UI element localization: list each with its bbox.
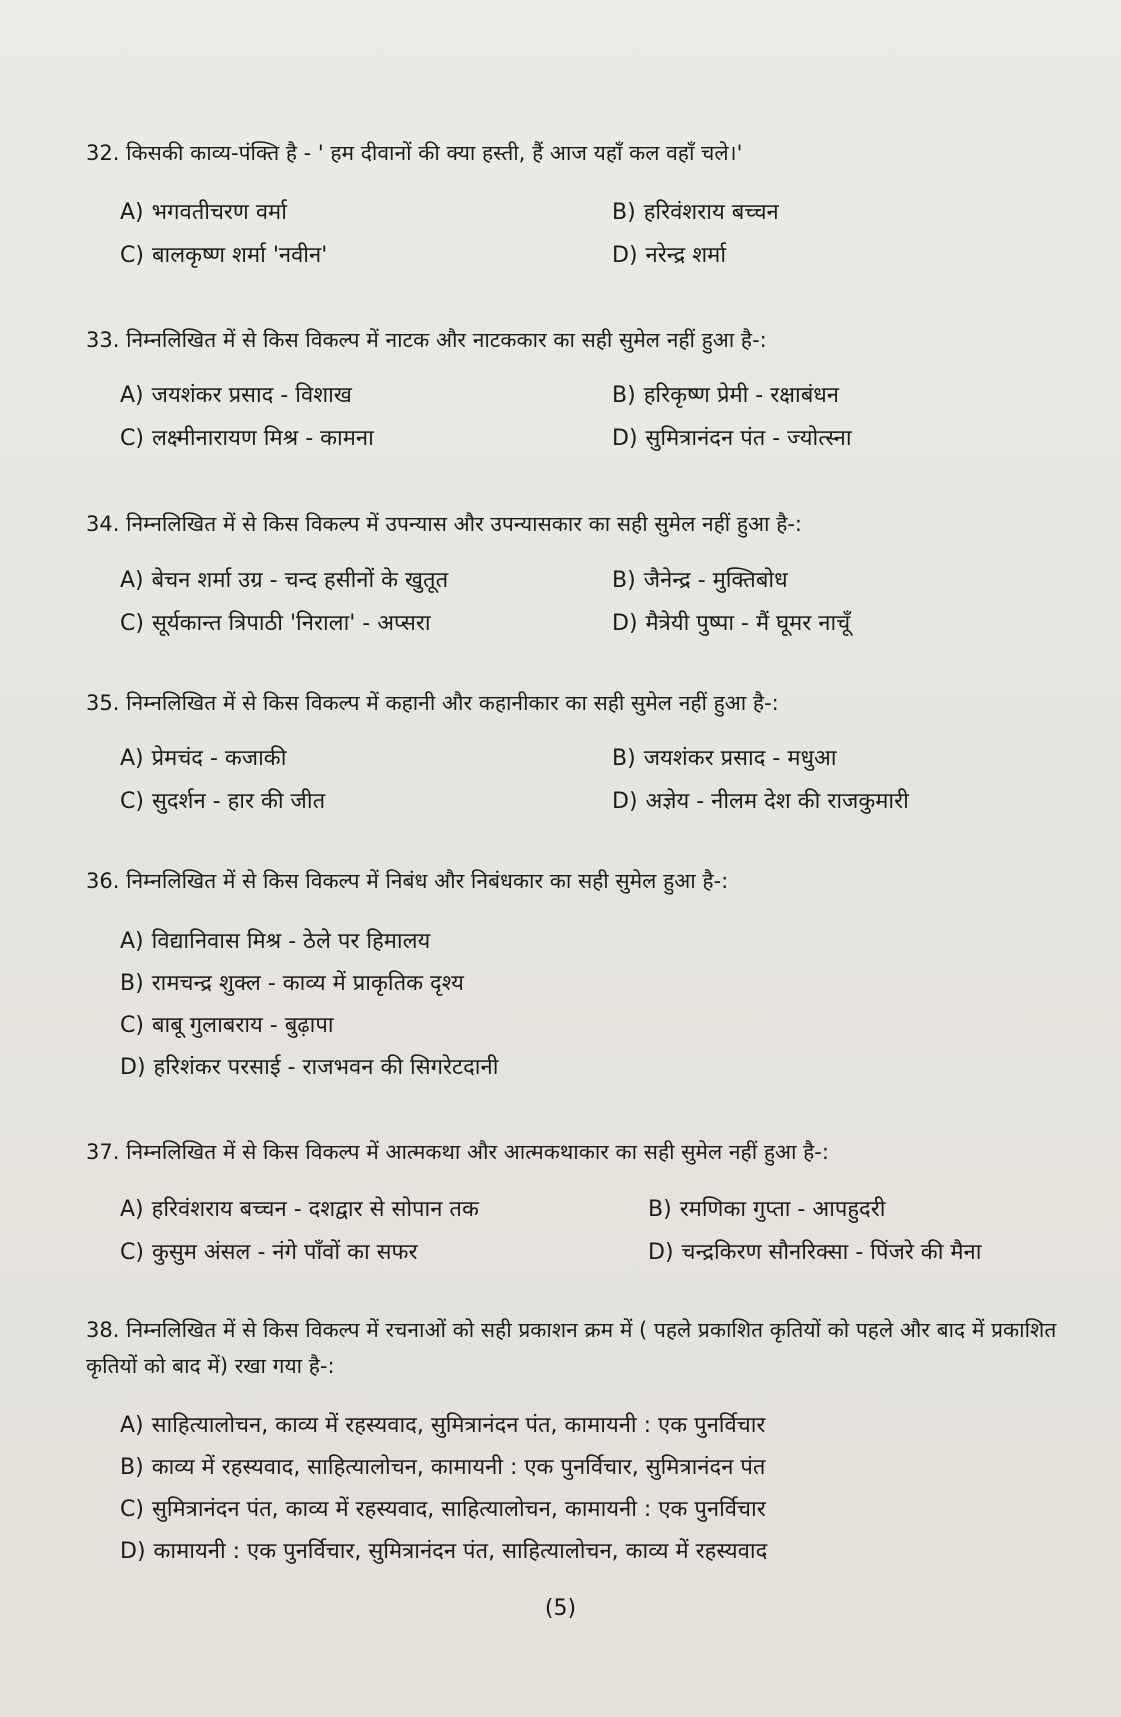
option-a: [120, 380, 352, 412]
option-d: [648, 1237, 981, 1269]
option-a: [120, 743, 286, 775]
option-c: [120, 1494, 766, 1526]
option-text: चन्द्रकिरण सौनरिक्सा - पिंजरे की मैना: [681, 1240, 982, 1265]
option-letter: D): [612, 611, 638, 636]
option-b: [120, 1452, 765, 1484]
option-d: [612, 240, 726, 272]
option-text: जयशंकर प्रसाद - विशाख: [151, 383, 352, 408]
option-text: बाबू गुलाबराय - बुढ़ापा: [151, 1013, 334, 1038]
option-text: रमणिका गुप्ता - आपहुदरी: [679, 1197, 886, 1222]
page-number: (5): [544, 1596, 577, 1621]
option-b: [612, 380, 839, 412]
option-c: [120, 786, 325, 818]
option-text: कामायनी : एक पुनर्विचार, सुमित्रानंदन पंत, साहित्यालोचन, काव्य में रहस्यवाद: [153, 1539, 768, 1564]
option-text: हरिशंकर परसाई - राजभवन की सिगरेटदानी: [153, 1055, 499, 1080]
option-letter: D): [612, 426, 638, 451]
option-text: रामचन्द्र शुक्ल - काव्य में प्राकृतिक दृश्य: [151, 971, 464, 996]
option-a: [120, 926, 430, 958]
option-text: बालकृष्ण शर्मा 'नवीन': [151, 243, 328, 268]
option-text: प्रेमचंद - कजाकी: [151, 746, 287, 771]
option-letter: D): [120, 1055, 146, 1080]
option-letter: A): [120, 746, 144, 771]
option-text: कुसुम अंसल - नंगे पाँवों का सफर: [151, 1240, 418, 1265]
option-letter: A): [120, 1413, 144, 1438]
option-letter: C): [120, 611, 144, 636]
option-c: [120, 240, 327, 272]
option-c: [120, 1010, 334, 1042]
question-text: 32. किसकी काव्य-पंक्ति है - ' हम दीवानों की क्या हस्ती, हैं आज यहाँ कल वहाँ चले।': [86, 141, 743, 165]
option-text: काव्य में रहस्यवाद, साहित्यालोचन, कामायनी : एक पुनर्विचार, सुमित्रानंदन पंत: [151, 1455, 766, 1480]
option-text: हरिवंशराय बच्चन: [643, 200, 779, 225]
option-text: जैनेन्द्र - मुक्तिबोध: [643, 568, 788, 593]
option-letter: A): [120, 383, 144, 408]
option-letter: A): [120, 1197, 144, 1222]
option-d: [120, 1052, 498, 1084]
option-a: [120, 565, 448, 597]
option-letter: C): [120, 426, 144, 451]
option-letter: B): [120, 1455, 144, 1480]
option-letter: A): [120, 929, 144, 954]
option-letter: D): [612, 243, 638, 268]
option-letter: B): [612, 383, 636, 408]
option-b: [612, 197, 779, 229]
option-a: [120, 1194, 479, 1226]
option-text: सूर्यकान्त त्रिपाठी 'निराला' - अप्सरा: [151, 611, 431, 636]
option-text: बेचन शर्मा उग्र - चन्द हसीनों के खुतूत: [151, 568, 449, 593]
option-text: लक्ष्मीनारायण मिश्र - कामना: [151, 426, 374, 451]
option-d: [612, 786, 909, 818]
option-letter: A): [120, 200, 144, 225]
option-d: [120, 1536, 767, 1568]
question-text: 34. निम्नलिखित में से किस विकल्प में उपन्यास और उपन्यासकार का सही सुमेल नहीं हुआ है-:: [86, 512, 802, 536]
option-text: जयशंकर प्रसाद - मधुआ: [643, 746, 837, 771]
option-a: [120, 197, 287, 229]
option-c: [120, 423, 374, 455]
option-b: [648, 1194, 885, 1226]
option-text: सुमित्रानंदन पंत, काव्य में रहस्यवाद, साहित्यालोचन, कामायनी : एक पुनर्विचार: [151, 1497, 766, 1522]
option-letter: B): [612, 746, 636, 771]
option-letter: B): [612, 568, 636, 593]
option-text: सुदर्शन - हार की जीत: [151, 789, 326, 814]
option-letter: C): [120, 1013, 144, 1038]
option-text: हरिवंशराय बच्चन - दशद्वार से सोपान तक: [151, 1197, 479, 1222]
option-a: [120, 1410, 765, 1442]
option-letter: C): [120, 789, 144, 814]
option-letter: C): [120, 243, 144, 268]
question-text: 35. निम्नलिखित में से किस विकल्प में कहानी और कहानीकार का सही सुमेल नहीं हुआ है-:: [86, 691, 779, 715]
option-letter: A): [120, 568, 144, 593]
option-b: [612, 743, 836, 775]
option-b: [120, 968, 464, 1000]
option-text: नरेन्द्र शर्मा: [645, 243, 727, 268]
option-text: साहित्यालोचन, काव्य में रहस्यवाद, सुमित्रानंदन पंत, कामायनी : एक पुनर्विचार: [151, 1413, 766, 1438]
option-d: [612, 608, 850, 640]
option-letter: B): [648, 1197, 672, 1222]
option-letter: C): [120, 1497, 144, 1522]
option-text: अज्ञेय - नीलम देश की राजकुमारी: [645, 789, 909, 814]
option-text: सुमित्रानंदन पंत - ज्योत्स्ना: [645, 426, 852, 451]
question-text: 38. निम्नलिखित में से किस विकल्प में रचनाओं को सही प्रकाशन क्रम में ( पहले प्रकाशित कृतियों को पहले और बाद में प्रकाशित कृतियों को बाद में) रखा गया है-:: [86, 1318, 1057, 1378]
option-c: [120, 608, 431, 640]
option-letter: B): [612, 200, 636, 225]
option-c: [120, 1237, 418, 1269]
option-letter: D): [120, 1539, 146, 1564]
option-text: विद्यानिवास मिश्र - ठेले पर हिमालय: [151, 929, 431, 954]
option-letter: B): [120, 971, 144, 996]
question-text: 37. निम्नलिखित में से किस विकल्प में आत्मकथा और आत्मकथाकार का सही सुमेल नहीं हुआ है-:: [86, 1140, 829, 1164]
option-text: हरिकृष्ण प्रेमी - रक्षाबंधन: [643, 383, 840, 408]
option-b: [612, 565, 788, 597]
option-text: मैत्रेयी पुष्पा - मैं घूमर नाचूँ: [645, 611, 851, 636]
option-letter: D): [612, 789, 638, 814]
option-d: [612, 423, 852, 455]
option-letter: C): [120, 1240, 144, 1265]
option-text: भगवतीचरण वर्मा: [151, 200, 287, 225]
question-text: 36. निम्नलिखित में से किस विकल्प में निबंध और निबंधकार का सही सुमेल हुआ है-:: [86, 869, 729, 893]
question-text: 33. निम्नलिखित में से किस विकल्प में नाटक और नाटककार का सही सुमेल नहीं हुआ है-:: [86, 328, 767, 352]
option-letter: D): [648, 1240, 674, 1265]
